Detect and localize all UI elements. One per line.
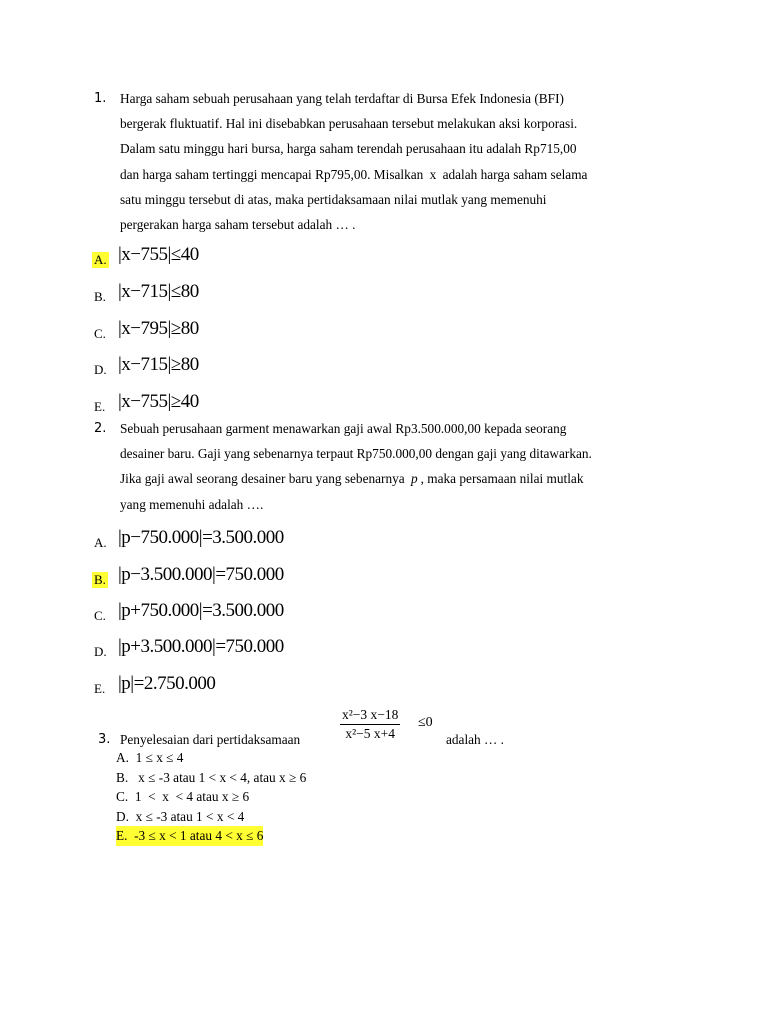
question-line-part: adalah harga saham selama — [442, 166, 588, 182]
variable-x: x — [429, 166, 437, 182]
option-expression: |x−755|≥40 — [118, 391, 199, 412]
question-line: Dalam satu minggu hari bursa, harga saham terendah perusahaan itu adalah Rp715,00 — [120, 141, 577, 157]
question-line: Sebuah perusahaan garment menawarkan gaji awal Rp3.500.000,00 kepada seorang — [120, 421, 567, 436]
question-number: 3. — [98, 732, 111, 747]
highlighted-answer — [116, 826, 263, 846]
option-expression: |x−715|≤80 — [118, 281, 199, 302]
option-label: B. — [94, 572, 106, 587]
question-number: 2. — [94, 421, 107, 436]
q3-option-b[interactable] — [116, 768, 306, 788]
q3-option-c[interactable] — [116, 787, 306, 807]
option-label: D. — [94, 644, 107, 659]
inequality-relation: ≤0 — [418, 715, 433, 730]
option-label: E. — [94, 399, 106, 414]
question-line: bergerak fluktuatif. Hal ini disebabkan perusahaan tersebut melakukan aksi korporasi. — [120, 116, 578, 132]
option-label: A. — [94, 535, 107, 550]
option-label: D. — [116, 808, 129, 824]
fraction-denominator: x²−5 x+4 — [345, 726, 396, 741]
question-line: satu minggu tersebut di atas, maka pertidaksamaan nilai mutlak yang memenuhi — [120, 191, 547, 207]
question-line: pergerakan harga saham tersebut adalah … . — [120, 217, 356, 233]
option-label: B. — [116, 769, 129, 785]
question-line — [120, 162, 674, 187]
question-line: desainer baru. Gaji yang sebenarnya terpaut Rp750.000,00 dengan gaji yang ditawarkan. — [120, 446, 592, 462]
question-line-part: Jika gaji awal seorang desainer baru yang sebenarnya — [120, 471, 405, 487]
variable-p: p — [410, 471, 418, 487]
option-text: x ≤ -3 atau 1 < x < 4 — [135, 808, 245, 824]
question-2 — [94, 416, 674, 517]
option-expression: |x−795|≥80 — [118, 318, 199, 339]
question-line: yang memenuhi adalah …. — [120, 496, 264, 512]
q3-option-d[interactable] — [116, 807, 306, 827]
question-line: Harga saham sebuah perusahaan yang telah terdaftar di Bursa Efek Indonesia (BFI) — [120, 91, 564, 106]
question-number: 1. — [94, 91, 107, 106]
option-label: A. — [94, 252, 107, 267]
question-line-part: , maka persamaan nilai mutlak — [420, 471, 584, 487]
question-suffix: adalah … . — [446, 732, 504, 747]
fraction-numerator: x²−3 x−18 — [340, 706, 400, 725]
question-text — [120, 416, 674, 517]
option-label: B. — [94, 289, 106, 304]
option-text: 1 ≤ x ≤ 4 — [135, 750, 184, 765]
option-text: 1 < x < 4 atau x ≥ 6 — [134, 789, 250, 804]
option-expression: |p−750.000|=3.500.000 — [118, 527, 284, 548]
option-expression: |p|=2.750.000 — [118, 673, 216, 694]
option-label: C. — [94, 326, 106, 341]
question-text: Penyelesaian dari pertidaksamaan — [120, 732, 301, 747]
option-expression: |p−3.500.000|=750.000 — [118, 564, 284, 585]
rational-inequality — [340, 706, 400, 743]
q3-options — [116, 748, 306, 846]
option-label: D. — [94, 362, 107, 377]
option-label: C. — [94, 608, 106, 623]
option-label: C. — [116, 789, 129, 804]
question-1 — [94, 86, 674, 237]
question-text — [120, 86, 674, 237]
option-expression: |x−715|≥80 — [118, 354, 199, 375]
option-text: x ≤ -3 atau 1 < x < 4, atau x ≥ 6 — [134, 769, 307, 785]
option-label: E. — [116, 828, 128, 843]
option-label: E. — [94, 681, 106, 696]
option-expression: |p+750.000|=3.500.000 — [118, 600, 284, 621]
question-line — [120, 466, 674, 491]
option-expression: |p+3.500.000|=750.000 — [118, 636, 284, 657]
option-label: A. — [116, 750, 129, 765]
question-line-part: dan harga saham tertinggi mencapai Rp795,00. Misalkan — [120, 166, 424, 182]
q3-option-a[interactable] — [116, 748, 306, 768]
q3-option-e[interactable] — [116, 826, 306, 846]
option-expression: |x−755|≤40 — [118, 244, 199, 265]
option-text: -3 ≤ x < 1 atau 4 < x ≤ 6 — [134, 828, 264, 843]
